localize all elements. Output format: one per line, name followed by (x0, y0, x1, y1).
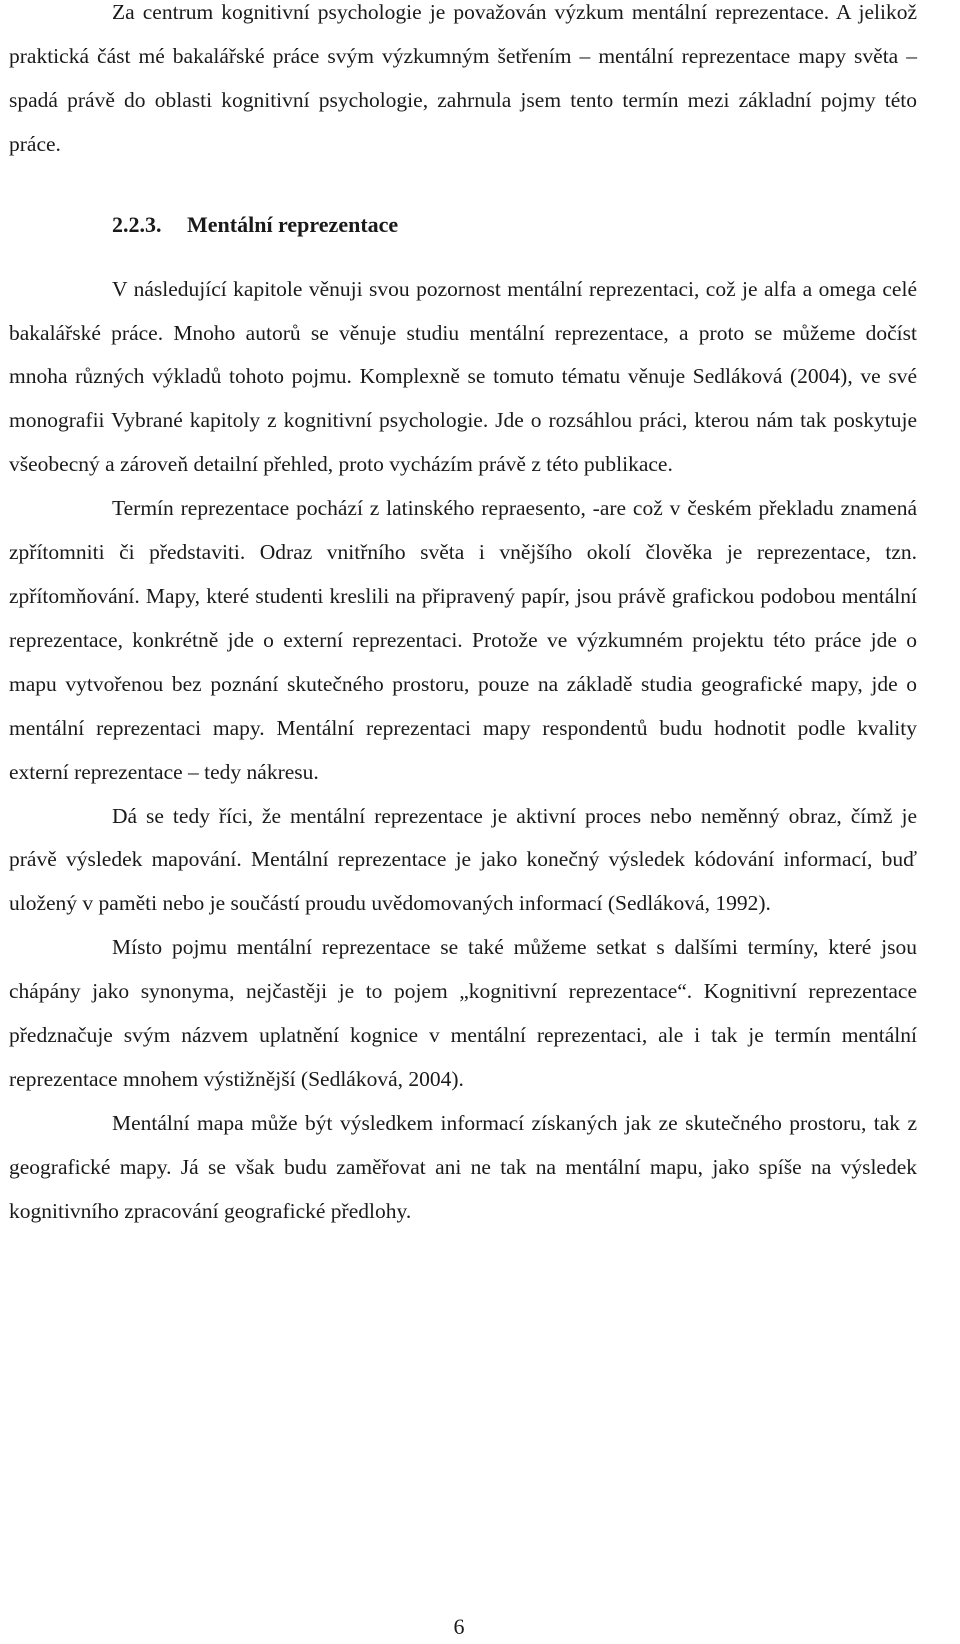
page-number: 6 (453, 1614, 465, 1639)
paragraph-1: V následující kapitole věnuji svou pozornost mentální reprezentaci, což je alfa a omega celé bakalářské práce. Mnoho autorů se věnuje studiu mentální reprezentace, a proto se můžeme dočíst mnoha různých výkladů tohoto pojmu. Komplexně se tomuto tématu věnuje Sedláková (2004), ve své monografii Vybrané kapitoly z kognitivní psychologie. Jde o rozsáhlou práci, kterou nám tak poskytuje všeobecný a zároveň detailní přehled, proto vycházím právě z této publikace. (9, 276, 917, 477)
section-title: Mentální reprezentace (187, 211, 399, 237)
paragraph-4: Místo pojmu mentální reprezentace se také můžeme setkat s dalšími termíny, které jsou chápány jako synonyma, nejčastěji je to pojem „kognitivní reprezentace“. Kognitivní reprezentace předznačuje svým názvem uplatnění kognice v mentální reprezentaci, ale i tak je termín mentální reprezentace mnohem výstižnější (Sedláková, 2004). (9, 935, 917, 1091)
paragraph-5: Mentální mapa může být výsledkem informací získaných jak ze skutečného prostoru, tak z geografické mapy. Já se však budu zaměřovat ani ne tak na mentální mapu, jako spíše na výsledek kognitivního zpracování geografické předlohy. (9, 1110, 917, 1223)
intro-paragraph: Za centrum kognitivní psychologie je považován výzkum mentální reprezentace. A jelikož praktická část mé bakalářské práce svým výzkumným šetřením – mentální reprezentace mapy světa – spadá právě do oblasti kognitivní psychologie, zahrnula jsem tento termín mezi základní pojmy této práce. (9, 0, 917, 156)
paragraph-2: Termín reprezentace pochází z latinského repraesento, -are což v českém překladu znamená zpřítomniti či představiti. Odraz vnitřního světa i vnějšího okolí člověka je reprezentace, tzn. zpřítomňování. Mapy, které studenti kreslili na připravený papír, jsou právě grafickou podobou mentální reprezentace, konkrétně jde o externí reprezentaci. Protože ve výzkumném projektu této práce jde o mapu vytvořenou bez poznání skutečného prostoru, pouze na základě studia geografické mapy, jde o mentální reprezentaci mapy. Mentální reprezentaci mapy respondentů budu hodnotit podle kvality externí reprezentace – tedy nákresu. (9, 496, 917, 784)
paragraph-3: Dá se tedy říci, že mentální reprezentace je aktivní proces nebo neměnný obraz, čímž je právě výsledek mapování. Mentální reprezentace je jako konečný výsledek kódování informací, buď uložený v paměti nebo je součástí proudu uvědomovaných informací (Sedláková, 1992). (9, 803, 917, 916)
section-heading (9, 203, 917, 247)
page-body (9, 0, 917, 1234)
section-number: 2.2.3. (112, 211, 162, 237)
